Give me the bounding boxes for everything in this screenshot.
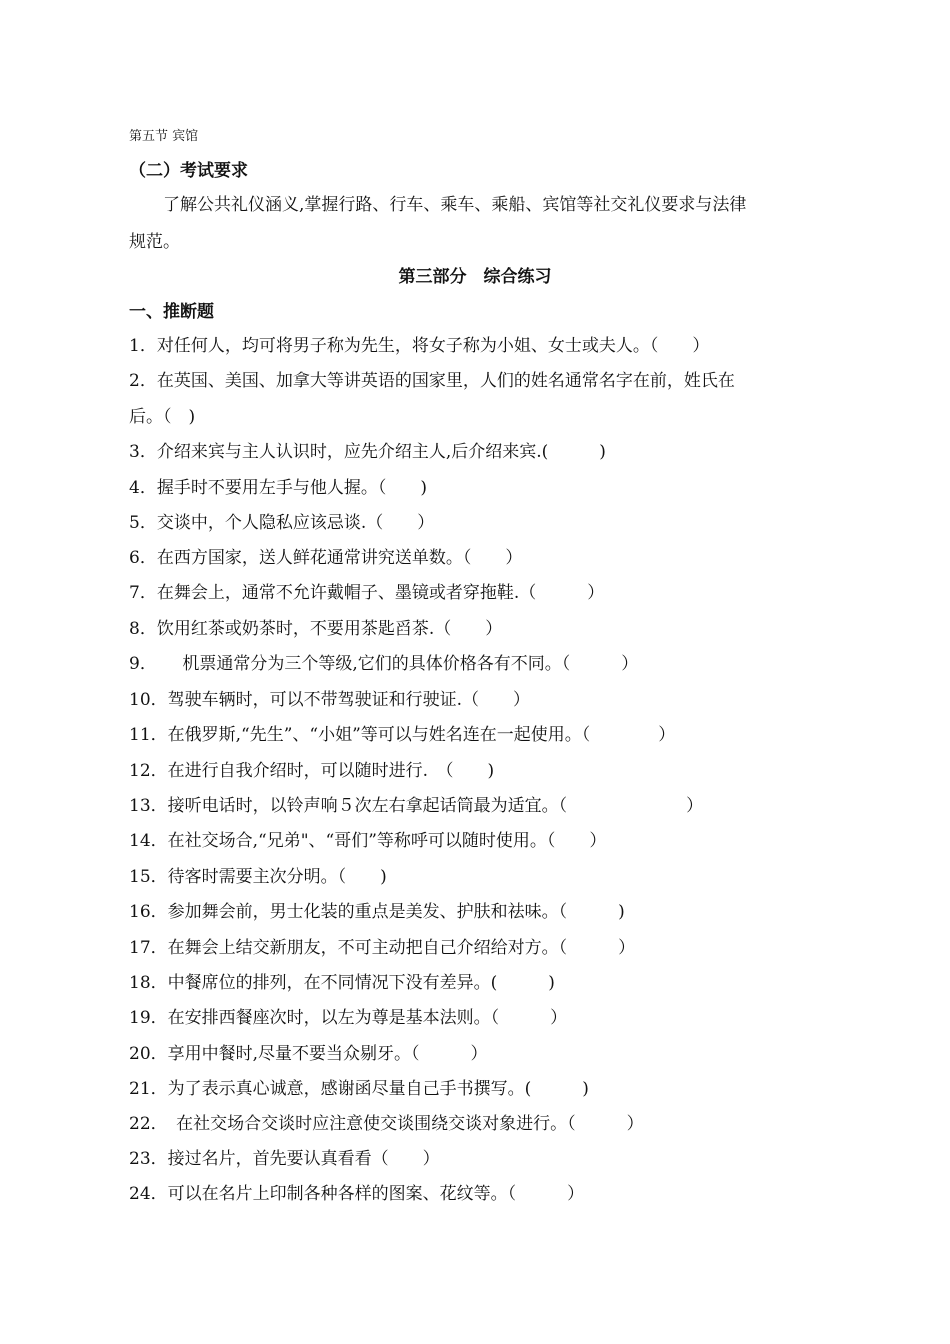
question-line: 22． 在社交场合交谈时应注意使交谈围绕交谈对象进行。（ ）: [129, 1114, 644, 1134]
question-line: 1．对任何人，均可将男子称为先生，将女子称为小姐、女士或夫人。（ ）: [129, 336, 710, 356]
question-line: 12．在进行自我介绍时，可以随时进行. （ ): [129, 761, 495, 781]
question-line: 11．在俄罗斯,“先生”、“小姐”等可以与姓名连在一起使用。（ ）: [129, 725, 676, 745]
question-line: 10．驾驶车辆时，可以不带驾驶证和行驶证.（ ）: [129, 690, 531, 710]
question-line: 14．在社交场合,“兄弟"、“哥们”等称呼可以随时使用。（ ）: [129, 831, 607, 851]
question-line: 7．在舞会上，通常不允许戴帽子、墨镜或者穿拖鞋.（ ）: [129, 583, 605, 603]
question-line: 17．在舞会上结交新朋友，不可主动把自己介绍给对方。（ ）: [129, 938, 636, 958]
question-line: 后。（ ): [129, 407, 196, 427]
question-line: 19．在安排西餐座次时，以左为尊是基本法则。（ ）: [129, 1008, 568, 1028]
question-line: 24．可以在名片上印制各种各样的图案、花纹等。（ ）: [129, 1184, 585, 1204]
question-line: 21．为了表示真心诚意，感谢函尽量自己手书撰写。( ): [129, 1079, 589, 1099]
section-label: 第五节 宾馆: [129, 129, 199, 144]
question-line: 15．待客时需要主次分明。（ ): [129, 867, 387, 887]
question-line: 9． 机票通常分为三个等级,它们的具体价格各有不同。（ ）: [129, 654, 639, 674]
question-line: 4．握手时不要用左手与他人握。（ ): [129, 478, 427, 498]
question-line: 13．接听电话时，以铃声响５次左右拿起话筒最为适宜。（ ）: [129, 796, 704, 816]
exam-requirements-heading: （二）考试要求: [129, 161, 248, 181]
question-line: 18．中餐席位的排列，在不同情况下没有差异。( ): [129, 973, 555, 993]
part-title: 第三部分 综合练习: [398, 267, 552, 287]
question-line: 23．接过名片，首先要认真看看（ ）: [129, 1149, 440, 1169]
question-line: 3．介绍来宾与主人认识时，应先介绍主人,后介绍来宾.( ): [129, 442, 606, 462]
question-line: 2．在英国、美国、加拿大等讲英语的国家里，人们的姓名通常名字在前，姓氏在: [129, 371, 735, 391]
exam-requirements-paragraph-line1: 了解公共礼仪涵义,掌握行路、行车、乘车、乘船、宾馆等社交礼仪要求与法律: [163, 195, 747, 215]
question-line: 8．饮用红茶或奶茶时，不要用茶匙舀茶.（ ）: [129, 619, 503, 639]
exam-requirements-paragraph-line2: 规范。: [129, 232, 180, 252]
question-line: 20．享用中餐时,尽量不要当众剔牙。（ ）: [129, 1044, 488, 1064]
judgement-heading: 一、推断题: [129, 302, 214, 322]
question-line: 5．交谈中，个人隐私应该忌谈.（ ）: [129, 513, 435, 533]
question-line: 16．参加舞会前，男士化装的重点是美发、护肤和祛味。（ ): [129, 902, 625, 922]
question-line: 6．在西方国家，送人鲜花通常讲究送单数。（ ）: [129, 548, 523, 568]
